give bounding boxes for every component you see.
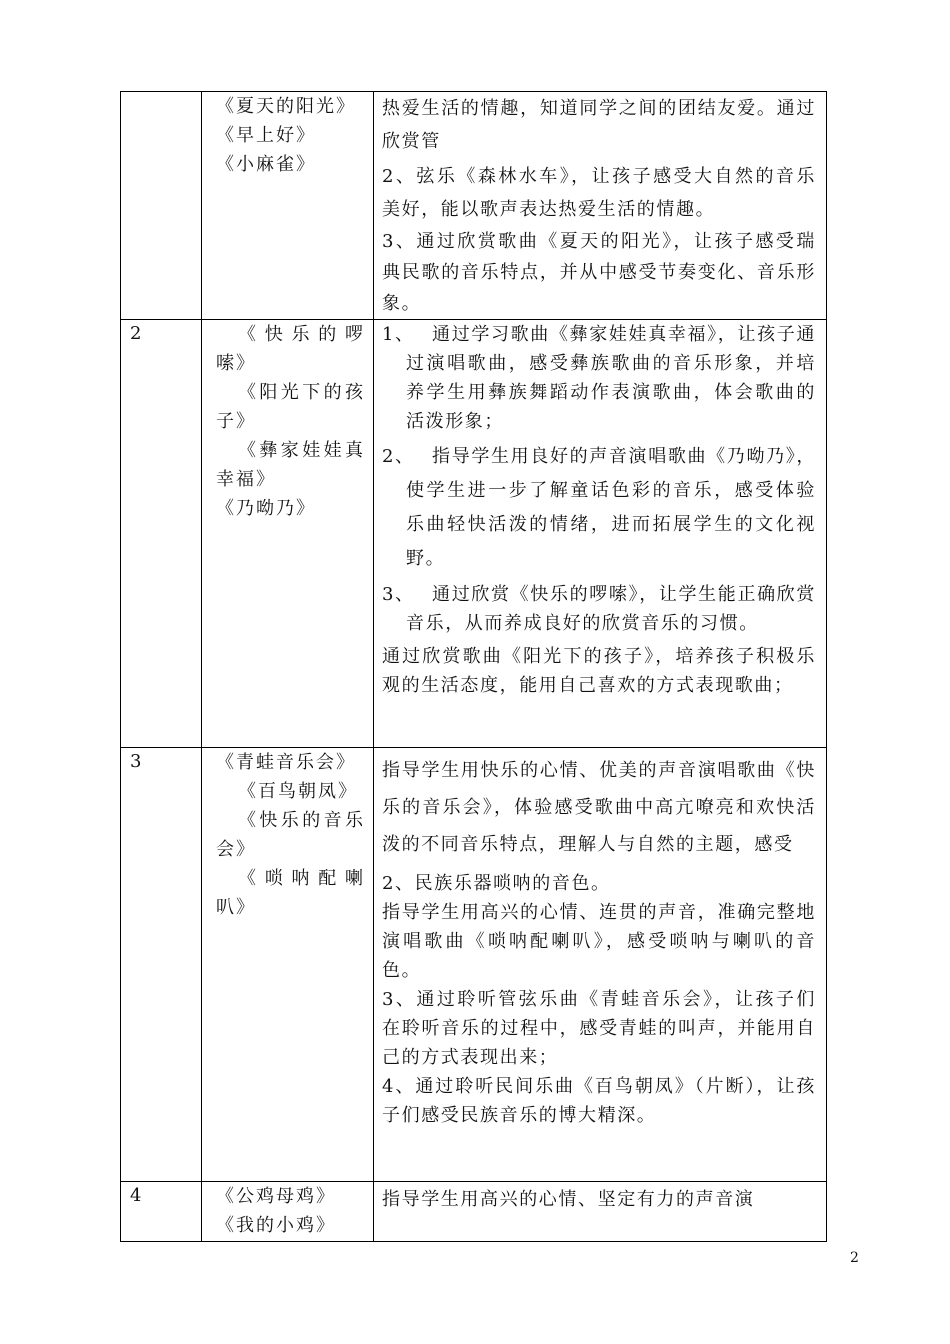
goal-text: 2、弦乐《森林水车》，让孩子感受大自然的音乐美好，能以歌声表达热爱生活的情趣。: [382, 166, 816, 220]
song-title: 《小麻雀》: [216, 154, 316, 175]
week-number-cell: 2: [121, 320, 202, 748]
goals-cell: [374, 1182, 827, 1242]
table-row: [121, 748, 827, 1182]
teaching-plan-table: [120, 91, 827, 1242]
goal-item: [382, 440, 816, 576]
goal-marker: 3、: [382, 584, 415, 605]
goal-text: 热爱生活的情趣，知道同学之间的团结友爱。通过欣赏管: [382, 98, 816, 152]
week-number-cell: [121, 92, 202, 320]
song-title: 《公鸡母鸡》: [216, 1186, 336, 1207]
song-title: 《早上好》: [216, 125, 316, 146]
song-title: 《我的小鸡》: [216, 1215, 336, 1236]
songs-cell: [202, 1182, 374, 1242]
song-title: 《乃呦乃》: [216, 498, 316, 519]
table-row: [121, 320, 827, 748]
goal-item: [382, 320, 816, 436]
goal-marker: 2、: [382, 446, 415, 467]
goal-text: 通过学习歌曲《彝家娃娃真幸福》，让孩子通过演唱歌曲，感受彝族歌曲的音乐形象，并培养学生用彝族舞蹈动作表演歌曲，体会歌曲的活泼形象；: [406, 324, 816, 432]
week-number-cell: 4: [121, 1182, 202, 1242]
goal-text: 通过欣赏歌曲《阳光下的孩子》，培养孩子积极乐观的生活态度，能用自己喜欢的方式表现歌曲；: [382, 646, 816, 696]
goal-text: 指导学生用快乐的心情、优美的声音演唱歌曲《快乐的音乐会》，体验感受歌曲中高亢嘹亮和欢快活泼的不同音乐特点，理解人与自然的主题，感受: [382, 760, 816, 855]
song-title: 《快乐的啰嗦》: [216, 324, 365, 374]
goals-cell: [374, 320, 827, 748]
songs-cell: [202, 92, 374, 320]
goal-text: 3、通过欣赏歌曲《夏天的阳光》，让孩子感受瑞典民歌的音乐特点，并从中感受节奏变化、音乐形象。: [382, 231, 816, 314]
week-number-cell: 3: [121, 748, 202, 1182]
goal-item: [382, 580, 816, 638]
goals-cell: [374, 748, 827, 1182]
song-title: 《唢呐配喇叭》: [216, 868, 365, 918]
goal-text: 2、民族乐器唢呐的音色。: [382, 873, 611, 894]
goal-text: 通过欣赏《快乐的啰嗦》，让学生能正确欣赏音乐，从而养成良好的欣赏音乐的习惯。: [406, 584, 816, 634]
song-title: 《阳光下的孩子》: [216, 382, 365, 432]
goal-marker: 1、: [382, 324, 415, 345]
song-title: 《百鸟朝凤》: [238, 781, 358, 802]
goal-text: 4、通过聆听民间乐曲《百鸟朝凤》（片断），让孩子们感受民族音乐的博大精深。: [382, 1076, 816, 1126]
table-row: [121, 1182, 827, 1242]
song-title: 《彝家娃娃真幸福》: [216, 440, 365, 490]
goal-text: 指导学生用良好的声音演唱歌曲《乃呦乃》，使学生进一步了解童话色彩的音乐，感受体验乐曲轻快活泼的情绪，进而拓展学生的文化视野。: [406, 446, 816, 569]
song-title: 《青蛙音乐会》: [216, 752, 356, 773]
song-title: 《夏天的阳光》: [216, 96, 356, 117]
songs-cell: [202, 748, 374, 1182]
page-number: 2: [850, 1250, 859, 1266]
song-title: 《快乐的音乐会》: [216, 810, 365, 860]
table-row: [121, 92, 827, 320]
songs-cell: [202, 320, 374, 748]
goals-cell: [374, 92, 827, 320]
goal-text: 3、通过聆听管弦乐曲《青蛙音乐会》，让孩子们在聆听音乐的过程中，感受青蛙的叫声，并能用自己的方式表现出来；: [382, 989, 816, 1068]
goal-text: 指导学生用高兴的心情、连贯的声音，准确完整地演唱歌曲《唢呐配喇叭》，感受唢呐与喇叭的音色。: [382, 902, 816, 981]
goal-text: 指导学生用高兴的心情、坚定有力的声音演: [382, 1189, 755, 1210]
